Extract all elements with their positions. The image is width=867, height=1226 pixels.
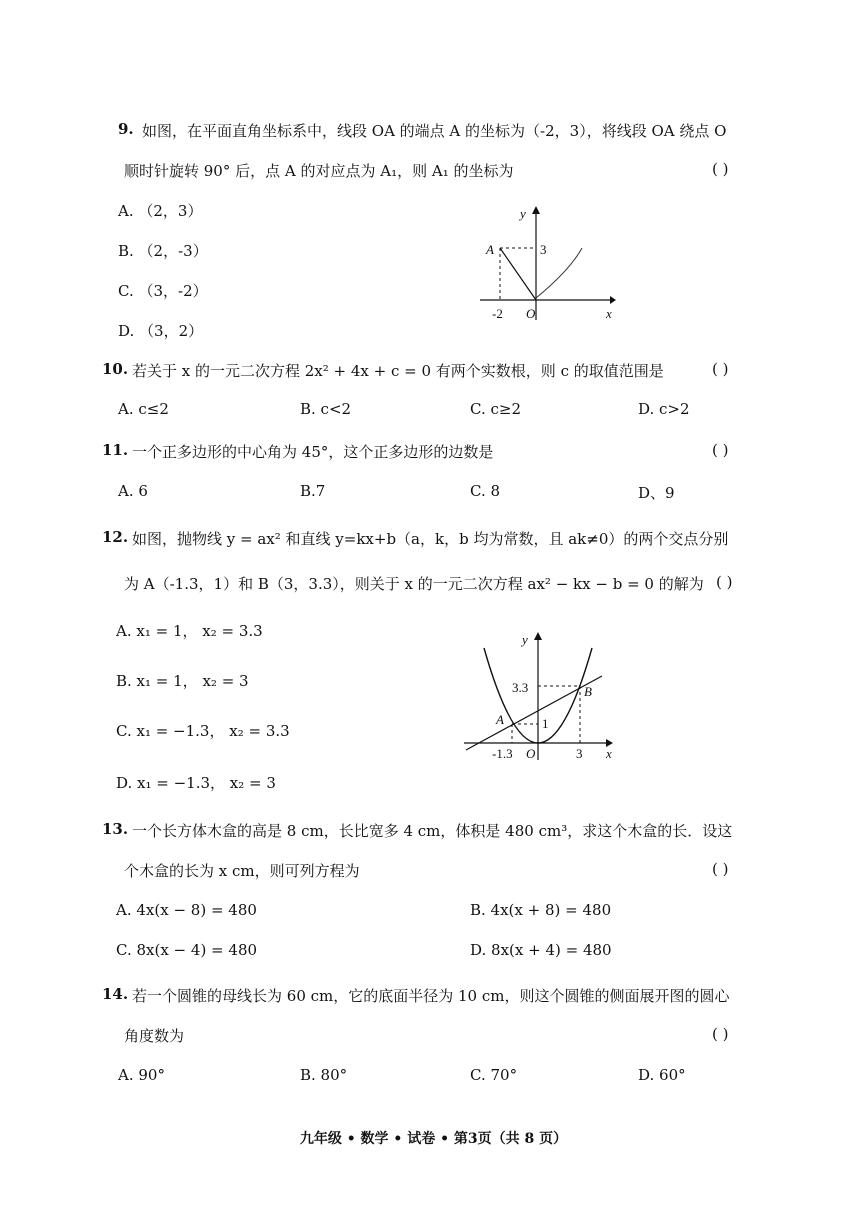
answer-paren: ( ) xyxy=(716,573,733,591)
label-o: O xyxy=(526,306,536,321)
question-text-line2: 个木盒的长为 x cm，则可列方程为 xyxy=(124,862,360,880)
answer-paren: ( ) xyxy=(712,441,729,459)
label-x: x xyxy=(606,746,612,761)
option-d: D. x₁ = −1.3， x₂ = 3 xyxy=(116,774,276,792)
x-arrow xyxy=(610,296,616,304)
option-a: A. 4x(x − 8) = 480 xyxy=(116,901,257,919)
option-a: A. 6 xyxy=(118,482,148,500)
question-text-line1: 若一个圆锥的母线长为 60 cm，它的底面半径为 10 cm，则这个圆锥的侧面展开图的圆心 xyxy=(132,987,730,1005)
option-d: D. 8x(x + 4) = 480 xyxy=(470,941,612,959)
question-number: 9. xyxy=(118,120,134,138)
question-text-line1: 若关于 x 的一元二次方程 2x² + 4x + c = 0 有两个实数根，则 c 的取值范围是 xyxy=(132,362,664,380)
option-b: B. 4x(x + 8) = 480 xyxy=(470,901,612,919)
label-y: y xyxy=(522,632,528,647)
answer-paren: ( ) xyxy=(712,160,729,178)
question-text-line1: 如图，抛物线 y = ax² 和直线 y=kx+b（a，k，b 均为常数，且 ak≠0）的两个交点分别 xyxy=(132,530,729,548)
label-x: x xyxy=(606,306,612,321)
option-c: C. 8 xyxy=(470,482,501,500)
option-c: C. （3，-2） xyxy=(118,282,208,300)
question-number: 12. xyxy=(102,528,129,546)
question-number: 11. xyxy=(102,441,129,459)
option-d: D、9 xyxy=(638,484,675,502)
option-b: B.7 xyxy=(300,482,326,500)
question-text-line1: 一个正多边形的中心角为 45°，这个正多边形的边数是 xyxy=(132,443,494,461)
figure-q12 xyxy=(458,628,618,766)
option-d: D. 60° xyxy=(638,1066,686,1084)
option-c: C. 8x(x − 4) = 480 xyxy=(116,941,258,959)
label-neg2: -2 xyxy=(492,306,503,321)
label-y: y xyxy=(520,206,526,221)
option-d: D. c>2 xyxy=(638,400,690,418)
option-b: B. c<2 xyxy=(300,400,352,418)
question-text-line1: 一个长方体木盒的高是 8 cm，长比宽多 4 cm，体积是 480 cm³，求这个木盒的长．设这 xyxy=(132,822,733,840)
option-a: A. c≤2 xyxy=(118,400,169,418)
question-number: 13. xyxy=(102,820,129,838)
label-3: 3 xyxy=(540,242,547,257)
option-c: C. 70° xyxy=(470,1066,518,1084)
label-a: A xyxy=(486,242,494,257)
label-neg1-3: -1.3 xyxy=(492,746,513,761)
segment-oa xyxy=(500,248,536,300)
label-3: 3 xyxy=(576,746,583,761)
answer-paren: ( ) xyxy=(712,860,729,878)
y-arrow xyxy=(532,206,540,214)
question-number: 14. xyxy=(102,985,129,1003)
option-a: A. 90° xyxy=(118,1066,165,1084)
option-b: B. 80° xyxy=(300,1066,348,1084)
answer-paren: ( ) xyxy=(712,1025,729,1043)
figure-q9 xyxy=(470,200,620,325)
label-1: 1 xyxy=(542,716,549,731)
y-arrow xyxy=(534,632,542,640)
question-text-line1: 如图，在平面直角坐标系中，线段 OA 的端点 A 的坐标为（-2，3），将线段 OA 绕点 O xyxy=(142,122,727,140)
option-d: D. （3，2） xyxy=(118,322,204,340)
line-kx-b xyxy=(466,676,602,750)
question-text-line2: 为 A（-1.3，1）和 B（3，3.3），则关于 x 的一元二次方程 ax² − kx − b = 0 的解为 xyxy=(124,575,704,593)
option-a: A. （2，3） xyxy=(118,202,203,220)
label-a: A xyxy=(496,712,504,727)
question-text-line2: 角度数为 xyxy=(124,1027,185,1045)
option-c: C. c≥2 xyxy=(470,400,521,418)
option-c: C. x₁ = −1.3， x₂ = 3.3 xyxy=(116,722,290,740)
option-a: A. x₁ = 1， x₂ = 3.3 xyxy=(116,622,263,640)
option-b: B. x₁ = 1， x₂ = 3 xyxy=(116,672,249,690)
question-text-line2: 顺时针旋转 90° 后，点 A 的对应点为 A₁，则 A₁ 的坐标为 xyxy=(124,162,514,180)
option-b: B. （2，-3） xyxy=(118,242,208,260)
label-3-3: 3.3 xyxy=(512,680,529,695)
label-b: B xyxy=(584,684,592,699)
label-o: O xyxy=(526,746,536,761)
question-number: 10. xyxy=(102,360,129,378)
page-footer: 九年级 • 数学 • 试卷 • 第3页（共 8 页） xyxy=(299,1131,568,1147)
answer-paren: ( ) xyxy=(712,360,729,378)
